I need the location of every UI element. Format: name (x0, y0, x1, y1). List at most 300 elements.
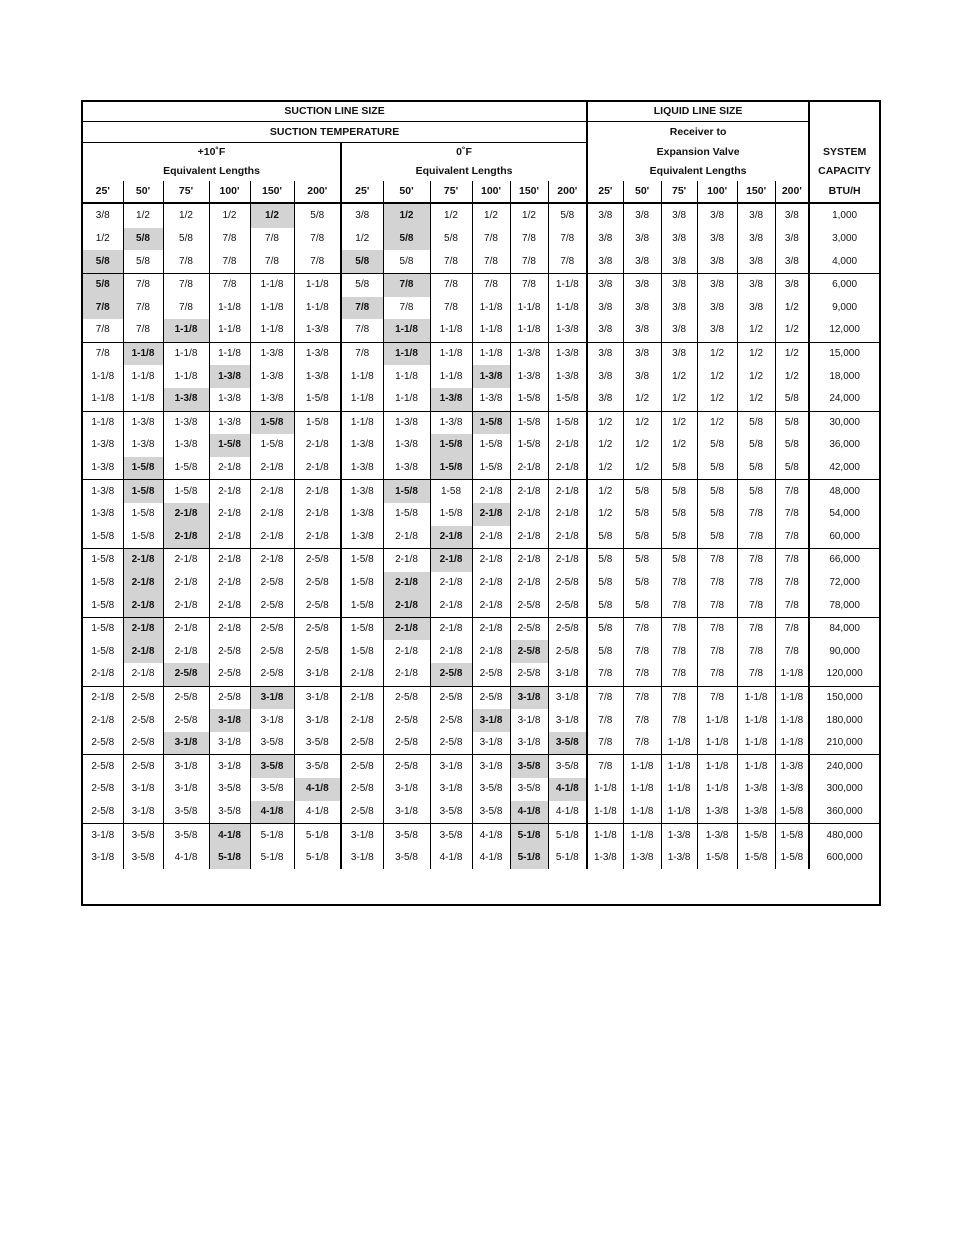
suction-0-cell: 1-5/8 (472, 434, 510, 457)
capacity-cell: 18,000 (829, 370, 860, 382)
capacity-cell: 60,000 (809, 526, 879, 549)
suction-plus10-cell: 7/8 (123, 273, 163, 296)
suction-0-cell: 7/8 (341, 342, 383, 365)
suction-0-cell: 7/8 (341, 297, 383, 320)
liquid-cell: 1-1/8 (587, 801, 623, 824)
liquid-cell: 7/8 (623, 617, 661, 640)
suction-0-cell: 7/8 (548, 228, 587, 251)
liquid-cell: 5/8 (737, 480, 775, 503)
table-row (83, 640, 879, 663)
suction-0-cell: 2-5/8 (548, 617, 587, 640)
capacity-cell: 12,000 (809, 319, 879, 342)
liquid-cell: 1/2 (697, 388, 737, 411)
length-header-cell: 25' (341, 181, 383, 203)
liquid-cell: 5/8 (623, 526, 661, 549)
suction-plus10-cell: 1-5/8 (294, 388, 341, 411)
liquid-cell: 7/8 (661, 617, 697, 640)
liquid-cell: 3/8 (661, 297, 697, 320)
suction-plus10-cell: 2-1/8 (123, 617, 163, 640)
suction-0-cell: 1/2 (430, 203, 472, 228)
suction-plus10-cell: 1-5/8 (83, 640, 123, 663)
suction-plus10-cell: 3-5/8 (294, 755, 341, 778)
suction-0-cell: 2-1/8 (383, 549, 430, 572)
suction-plus10-cell: 2-5/8 (209, 663, 250, 686)
suction-0-cell: 2-5/8 (383, 686, 430, 709)
liquid-cell: 1-1/8 (697, 709, 737, 732)
suction-0-cell: 2-1/8 (383, 663, 430, 686)
suction-plus10-cell: 5-1/8 (209, 847, 250, 870)
suction-0-cell: 2-5/8 (341, 778, 383, 801)
suction-0-cell: 3-1/8 (510, 686, 548, 709)
liquid-cell: 3/8 (587, 319, 623, 342)
suction-plus10-cell: 2-5/8 (123, 686, 163, 709)
suction-0-cell: 2-1/8 (472, 640, 510, 663)
liquid-cell: 1-1/8 (775, 686, 809, 709)
suction-plus10-cell: 7/8 (163, 297, 209, 320)
suction-plus10-cell: 3-1/8 (294, 686, 341, 709)
length-header-cell: 150' (250, 181, 294, 203)
suction-plus10-cell: 2-1/8 (123, 572, 163, 595)
suction-0-cell: 1-5/8 (510, 434, 548, 457)
liquid-cell: 7/8 (737, 572, 775, 595)
suction-0-cell: 2-1/8 (548, 549, 587, 572)
liquid-cell: 7/8 (775, 617, 809, 640)
suction-0-cell: 3-5/8 (472, 778, 510, 801)
suction-0-cell: 2-1/8 (548, 526, 587, 549)
suction-plus10-cell: 2-5/8 (83, 755, 123, 778)
liquid-line-size-header: LIQUID LINE SIZE (587, 102, 809, 122)
liquid-cell: 7/8 (737, 640, 775, 663)
suction-plus10-cell: 3-5/8 (250, 778, 294, 801)
suction-0-cell: 2-1/8 (472, 617, 510, 640)
suction-plus10-cell: 5/8 (294, 203, 341, 228)
suction-plus10-cell: 3-1/8 (163, 755, 209, 778)
suction-0-cell: 1-3/8 (548, 365, 587, 388)
suction-0-cell: 3-1/8 (548, 686, 587, 709)
suction-0-cell: 7/8 (472, 250, 510, 273)
suction-0-cell: 2-1/8 (510, 457, 548, 480)
suction-plus10-cell: 2-5/8 (163, 709, 209, 732)
suction-0-cell: 1-5/8 (383, 480, 430, 503)
length-header-cell: 200' (775, 181, 809, 203)
capacity-cell: 54,000 (829, 508, 860, 520)
liquid-cell: 3/8 (661, 319, 697, 342)
length-header-cell: 75' (430, 181, 472, 203)
suction-0-cell: 2-1/8 (383, 640, 430, 663)
suction-plus10-cell: 5-1/8 (250, 847, 294, 870)
suction-plus10-cell: 1-3/8 (83, 480, 123, 503)
suction-plus10-cell: 7/8 (209, 228, 250, 251)
suction-0-cell: 1-3/8 (383, 434, 430, 457)
suction-0-cell: 3-5/8 (510, 755, 548, 778)
liquid-cell: 7/8 (697, 640, 737, 663)
liquid-cell: 3/8 (775, 228, 809, 251)
liquid-cell: 5/8 (697, 503, 737, 526)
suction-temperature-header: SUCTION TEMPERATURE (83, 122, 587, 142)
suction-plus10-cell: 5/8 (123, 250, 163, 273)
suction-0-cell: 2-1/8 (430, 549, 472, 572)
suction-plus10-cell: 2-5/8 (294, 617, 341, 640)
suction-0-cell: 1-1/8 (472, 319, 510, 342)
suction-plus10-cell: 1-1/8 (209, 319, 250, 342)
capacity-cell: 66,000 (829, 554, 860, 566)
suction-plus10-cell: 1-3/8 (163, 388, 209, 411)
suction-plus10-cell: 3-1/8 (123, 778, 163, 801)
suction-0-cell: 1-1/8 (472, 342, 510, 365)
suction-0-cell: 7/8 (548, 250, 587, 273)
suction-0-cell: 1-3/8 (383, 457, 430, 480)
suction-plus10-cell: 2-1/8 (209, 526, 250, 549)
table-row (83, 755, 879, 778)
suction-0-cell: 5/8 (548, 203, 587, 228)
table-row (83, 549, 879, 572)
suction-0-cell: 2-5/8 (383, 755, 430, 778)
suction-plus10-cell: 2-1/8 (83, 686, 123, 709)
suction-plus10-cell: 1-5/8 (250, 411, 294, 434)
liquid-cell: 3/8 (775, 273, 809, 296)
suction-0-cell: 3-1/8 (341, 847, 383, 870)
suction-plus10-cell: 3-5/8 (123, 824, 163, 847)
liquid-cell: 1/2 (587, 411, 623, 434)
liquid-cell: 7/8 (697, 594, 737, 617)
liquid-cell: 1-1/8 (623, 824, 661, 847)
liquid-cell: 3/8 (623, 297, 661, 320)
capacity-header-blank-2 (809, 122, 879, 142)
liquid-cell: 7/8 (661, 663, 697, 686)
liquid-cell: 1-1/8 (775, 663, 809, 686)
suction-plus10-cell: 7/8 (163, 273, 209, 296)
length-header-cell: 100' (209, 181, 250, 203)
liquid-cell: 5/8 (623, 503, 661, 526)
suction-0-cell: 1-3/8 (341, 526, 383, 549)
suction-plus10-cell: 7/8 (83, 297, 123, 320)
suction-0-cell: 7/8 (430, 273, 472, 296)
capacity-cell: 42,000 (809, 457, 879, 480)
table-row (83, 480, 879, 503)
suction-plus10-cell: 2-1/8 (294, 503, 341, 526)
suction-plus10-cell: 2-5/8 (83, 778, 123, 801)
suction-0-cell: 1-1/8 (341, 411, 383, 434)
suction-plus10-cell: 3-1/8 (250, 686, 294, 709)
table-row (83, 663, 879, 686)
length-header-cell: 75' (661, 181, 697, 203)
suction-plus10-cell: 1/2 (123, 203, 163, 228)
suction-0-cell: 4-1/8 (430, 847, 472, 870)
suction-0-cell: 3-1/8 (510, 709, 548, 732)
suction-plus10-cell: 4-1/8 (250, 801, 294, 824)
suction-plus10-cell: 2-1/8 (163, 617, 209, 640)
suction-plus10-cell: 2-5/8 (250, 663, 294, 686)
suction-plus10-cell: 7/8 (163, 250, 209, 273)
table-row (83, 319, 879, 342)
suction-0-cell: 1-3/8 (341, 480, 383, 503)
suction-0-cell: 1-3/8 (510, 342, 548, 365)
suction-plus10-cell: 2-5/8 (163, 686, 209, 709)
equiv-lengths-liquid-header: Equivalent Lengths (587, 162, 809, 181)
table-row (83, 228, 879, 251)
liquid-cell: 1-1/8 (697, 732, 737, 755)
suction-0-cell: 1-3/8 (383, 411, 430, 434)
table-row (83, 503, 879, 526)
liquid-cell: 1-1/8 (737, 755, 775, 778)
suction-0-cell: 1-1/8 (548, 273, 587, 296)
liquid-cell: 7/8 (661, 709, 697, 732)
liquid-cell: 1-1/8 (661, 801, 697, 824)
liquid-cell: 7/8 (623, 709, 661, 732)
suction-plus10-cell: 1-3/8 (123, 411, 163, 434)
liquid-cell: 1/2 (697, 342, 737, 365)
suction-0-cell: 1-3/8 (548, 319, 587, 342)
suction-plus10-cell: 2-5/8 (163, 663, 209, 686)
liquid-cell: 1-3/8 (737, 801, 775, 824)
length-header-cell: 25' (587, 181, 623, 203)
liquid-cell: 3/8 (697, 273, 737, 296)
suction-plus10-cell: 1-5/8 (83, 549, 123, 572)
suction-plus10-cell: 1-3/8 (209, 388, 250, 411)
liquid-cell: 7/8 (697, 686, 737, 709)
suction-plus10-cell: 5-1/8 (250, 824, 294, 847)
suction-0-cell: 3-5/8 (430, 801, 472, 824)
suction-0-cell: 2-1/8 (548, 434, 587, 457)
capacity-cell: 24,000 (809, 388, 879, 411)
suction-0-cell: 3/8 (341, 203, 383, 228)
liquid-cell: 3/8 (661, 342, 697, 365)
suction-0-cell: 3-5/8 (430, 824, 472, 847)
length-header-cell: 75' (163, 181, 209, 203)
receiver-to-header: Receiver to (587, 122, 809, 142)
suction-0-cell: 1-1/8 (383, 365, 430, 388)
liquid-cell: 7/8 (697, 617, 737, 640)
liquid-cell: 1/2 (623, 411, 661, 434)
liquid-cell: 7/8 (737, 663, 775, 686)
liquid-cell: 1/2 (737, 365, 775, 388)
suction-plus10-cell: 1/2 (83, 228, 123, 251)
suction-0-cell: 3-1/8 (341, 824, 383, 847)
suction-0-cell: 3-1/8 (383, 801, 430, 824)
suction-0-cell: 2-5/8 (341, 801, 383, 824)
suction-0-cell: 5-1/8 (510, 847, 548, 870)
suction-plus10-cell: 1-3/8 (294, 365, 341, 388)
liquid-cell: 3/8 (661, 273, 697, 296)
capacity-cell: 600,000 (826, 852, 863, 864)
suction-plus10-cell: 2-5/8 (294, 572, 341, 595)
liquid-cell: 3/8 (587, 388, 623, 411)
liquid-cell: 1/2 (775, 319, 809, 342)
suction-plus10-cell: 5-1/8 (294, 824, 341, 847)
suction-plus10-cell: 3-1/8 (250, 709, 294, 732)
suction-0-cell: 2-5/8 (341, 755, 383, 778)
suction-0-cell: 1-3/8 (341, 503, 383, 526)
liquid-cell: 7/8 (661, 594, 697, 617)
liquid-cell: 7/8 (623, 663, 661, 686)
suction-plus10-cell: 1-3/8 (83, 503, 123, 526)
suction-plus10-cell: 1-1/8 (294, 297, 341, 320)
suction-0-cell: 1-1/8 (430, 319, 472, 342)
suction-0-cell: 5-1/8 (510, 824, 548, 847)
table-row (83, 526, 879, 549)
suction-plus10-cell: 1-1/8 (209, 297, 250, 320)
liquid-cell: 1/2 (737, 342, 775, 365)
liquid-cell: 1/2 (587, 480, 623, 503)
suction-0-cell: 1-5/8 (430, 503, 472, 526)
system-header: SYSTEM (823, 145, 867, 158)
suction-0-cell: 1-5/8 (472, 411, 510, 434)
liquid-cell: 3/8 (697, 297, 737, 320)
liquid-cell: 1-5/8 (737, 847, 775, 870)
suction-0-cell: 2-1/8 (472, 594, 510, 617)
suction-plus10-cell: 3-5/8 (250, 732, 294, 755)
liquid-cell: 5/8 (661, 480, 697, 503)
liquid-cell: 1-1/8 (697, 755, 737, 778)
suction-plus10-cell: 4-1/8 (294, 801, 341, 824)
liquid-cell: 7/8 (623, 686, 661, 709)
suction-0-cell: 2-1/8 (341, 709, 383, 732)
suction-0-cell: 5/8 (341, 273, 383, 296)
suction-0-cell: 1-3/8 (548, 342, 587, 365)
liquid-cell: 1-1/8 (661, 732, 697, 755)
suction-0-cell: 1-3/8 (341, 434, 383, 457)
suction-0-cell: 2-1/8 (341, 686, 383, 709)
suction-0-cell: 1-58 (430, 480, 472, 503)
capacity-cell: 360,000 (809, 801, 879, 824)
btuh-header: BTU/H (809, 181, 879, 203)
suction-plus10-cell: 4-1/8 (163, 847, 209, 870)
suction-plus10-cell: 1-3/8 (163, 411, 209, 434)
suction-plus10-cell: 1-1/8 (250, 319, 294, 342)
liquid-cell: 1-3/8 (587, 847, 623, 870)
suction-plus10-cell: 1-5/8 (83, 617, 123, 640)
liquid-cell: 1-1/8 (623, 755, 661, 778)
table-row (83, 801, 879, 824)
suction-0-cell: 2-5/8 (510, 640, 548, 663)
table-row (83, 250, 879, 273)
suction-plus10-cell: 5/8 (83, 273, 123, 296)
liquid-cell: 1-1/8 (661, 755, 697, 778)
liquid-cell: 3/8 (737, 250, 775, 273)
capacity-cell: 36,000 (829, 439, 860, 451)
liquid-cell: 3/8 (623, 342, 661, 365)
liquid-cell: 7/8 (737, 617, 775, 640)
liquid-cell: 3/8 (587, 250, 623, 273)
suction-plus10-cell: 1-5/8 (163, 480, 209, 503)
capacity-cell: 72,000 (829, 576, 860, 588)
capacity-cell: 90,000 (829, 645, 860, 657)
suction-0-cell: 5/8 (430, 228, 472, 251)
liquid-cell: 1-1/8 (775, 732, 809, 755)
liquid-cell: 5/8 (737, 411, 775, 434)
table-row (83, 617, 879, 640)
liquid-cell: 1-3/8 (775, 755, 809, 778)
liquid-cell: 1/2 (775, 342, 809, 365)
suction-0-cell: 7/8 (510, 228, 548, 251)
suction-0-cell: 1-1/8 (510, 319, 548, 342)
suction-plus10-cell: 1/2 (209, 203, 250, 228)
suction-0-cell: 2-1/8 (430, 526, 472, 549)
suction-plus10-cell: 3-1/8 (163, 732, 209, 755)
suction-plus10-cell: 1/2 (250, 203, 294, 228)
suction-plus10-cell: 1-1/8 (294, 273, 341, 296)
suction-0-cell: 2-1/8 (510, 572, 548, 595)
capacity-cell: 6,000 (832, 279, 858, 291)
suction-0-cell: 1/2 (472, 203, 510, 228)
liquid-cell: 1/2 (697, 411, 737, 434)
suction-0-cell: 1-5/8 (341, 640, 383, 663)
suction-plus10-cell: 1-1/8 (163, 342, 209, 365)
liquid-cell: 1-5/8 (775, 847, 809, 870)
liquid-cell: 3/8 (775, 250, 809, 273)
suction-plus10-cell: 1-5/8 (163, 457, 209, 480)
liquid-cell: 3/8 (623, 273, 661, 296)
liquid-cell: 5/8 (587, 572, 623, 595)
suction-0-cell: 1-5/8 (472, 457, 510, 480)
liquid-cell: 3/8 (697, 228, 737, 251)
liquid-cell: 3/8 (587, 342, 623, 365)
suction-plus10-cell: 1-1/8 (83, 388, 123, 411)
suction-0-cell: 7/8 (472, 273, 510, 296)
liquid-cell: 7/8 (737, 549, 775, 572)
suction-0-cell: 1-1/8 (510, 297, 548, 320)
suction-plus10-cell: 2-1/8 (250, 480, 294, 503)
liquid-cell: 1/2 (737, 319, 775, 342)
suction-plus10-cell: 1-1/8 (123, 342, 163, 365)
table-row (83, 686, 879, 709)
suction-plus10-cell: 1-3/8 (83, 434, 123, 457)
liquid-cell: 5/8 (623, 480, 661, 503)
suction-0-cell: 1/2 (510, 203, 548, 228)
suction-plus10-cell: 2-1/8 (209, 572, 250, 595)
liquid-cell: 5/8 (587, 526, 623, 549)
liquid-cell: 7/8 (661, 572, 697, 595)
suction-0-cell: 1-5/8 (341, 572, 383, 595)
temp-plus10-header: +10˚F (83, 142, 341, 162)
liquid-cell: 5/8 (661, 526, 697, 549)
suction-plus10-cell: 1-1/8 (83, 411, 123, 434)
liquid-cell: 7/8 (775, 549, 809, 572)
suction-0-cell: 1-1/8 (383, 388, 430, 411)
liquid-cell: 1-1/8 (623, 801, 661, 824)
suction-plus10-cell: 2-1/8 (250, 503, 294, 526)
liquid-cell: 1-3/8 (737, 778, 775, 801)
table-row (83, 732, 879, 755)
liquid-cell: 3/8 (661, 228, 697, 251)
line-sizing-table (81, 100, 881, 906)
suction-0-cell: 3-1/8 (472, 732, 510, 755)
capacity-cell: 48,000 (829, 485, 860, 497)
suction-plus10-cell: 1-1/8 (123, 365, 163, 388)
suction-0-cell: 1-5/8 (430, 457, 472, 480)
liquid-cell: 1/2 (587, 457, 623, 480)
suction-plus10-cell: 2-5/8 (250, 594, 294, 617)
suction-plus10-cell: 1-1/8 (83, 365, 123, 388)
suction-0-cell: 1-3/8 (341, 457, 383, 480)
liquid-cell: 7/8 (661, 686, 697, 709)
liquid-cell: 5/8 (697, 526, 737, 549)
suction-0-cell: 1-5/8 (341, 617, 383, 640)
suction-0-cell: 1-3/8 (430, 411, 472, 434)
length-header-cell: 200' (294, 181, 341, 203)
table-row (83, 572, 879, 595)
length-header-cell: 150' (510, 181, 548, 203)
suction-plus10-cell: 1-5/8 (123, 526, 163, 549)
suction-0-cell: 3-1/8 (430, 755, 472, 778)
liquid-cell: 1-1/8 (775, 709, 809, 732)
suction-plus10-cell: 1-5/8 (123, 457, 163, 480)
equiv-lengths-plus10-header: Equivalent Lengths (83, 162, 341, 181)
suction-plus10-cell: 3-1/8 (209, 732, 250, 755)
suction-plus10-cell: 3-5/8 (163, 824, 209, 847)
liquid-cell: 1/2 (661, 388, 697, 411)
suction-plus10-cell: 2-1/8 (163, 640, 209, 663)
